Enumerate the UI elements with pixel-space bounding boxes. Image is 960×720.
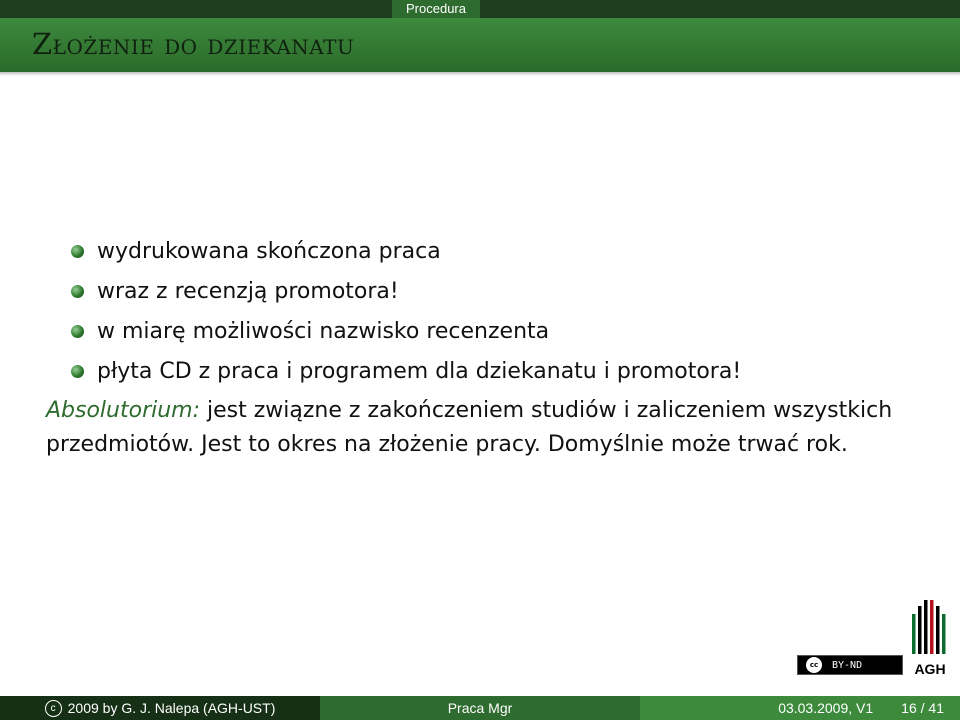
copyright-icon: c (45, 700, 62, 717)
cc-license-badge[interactable] (797, 655, 903, 675)
list-item (70, 352, 741, 392)
agh-logo-text: AGH (914, 661, 946, 677)
bullet-list (70, 232, 741, 392)
footer-page-number: 16 / 41 (901, 700, 944, 716)
list-item-text: w miarę możliwości nazwisko recenzenta (97, 319, 550, 344)
bullet-icon (71, 285, 84, 298)
footer-author-section (0, 696, 320, 720)
frame-title: Złożenie do dziekanatu (32, 27, 355, 61)
agh-logo-mark (912, 600, 946, 654)
footer-author: 2009 by G. J. Nalepa (AGH-UST) (67, 700, 276, 716)
footer-date: 03.03.2009, V1 (778, 700, 874, 716)
cc-license-label: BY-ND (832, 659, 863, 671)
footer-title-section (320, 696, 640, 720)
top-navigation-bar (0, 0, 960, 18)
absolutorium-term: Absolutorium: (46, 398, 201, 423)
bullet-icon (71, 325, 84, 338)
title-bar (0, 18, 960, 72)
list-item (70, 312, 741, 352)
bullet-icon (71, 365, 84, 378)
agh-logo (908, 598, 952, 678)
bullet-icon (71, 245, 84, 258)
list-item-text: wraz z recenzją promotora! (97, 279, 399, 304)
absolutorium-paragraph (46, 394, 926, 462)
list-item (70, 272, 741, 312)
cc-logo-icon: cc (806, 657, 822, 673)
title-shadow (0, 72, 960, 76)
list-item-text: wydrukowana skończona praca (97, 239, 441, 264)
footer-title: Praca Mgr (447, 700, 513, 716)
footer-date-section (640, 696, 960, 720)
list-item (70, 232, 741, 272)
footer-bar (0, 696, 960, 720)
absolutorium-text: jest związne z zakończeniem studiów i zaliczeniem wszystkich przedmiotów. Jest to okres na złożenie pracy. Domyślnie może trwać rok. (46, 398, 893, 457)
list-item-text: płyta CD z praca i programem dla dziekanatu i promotora! (97, 359, 742, 384)
section-tab-procedura[interactable]: Procedura (392, 0, 480, 18)
